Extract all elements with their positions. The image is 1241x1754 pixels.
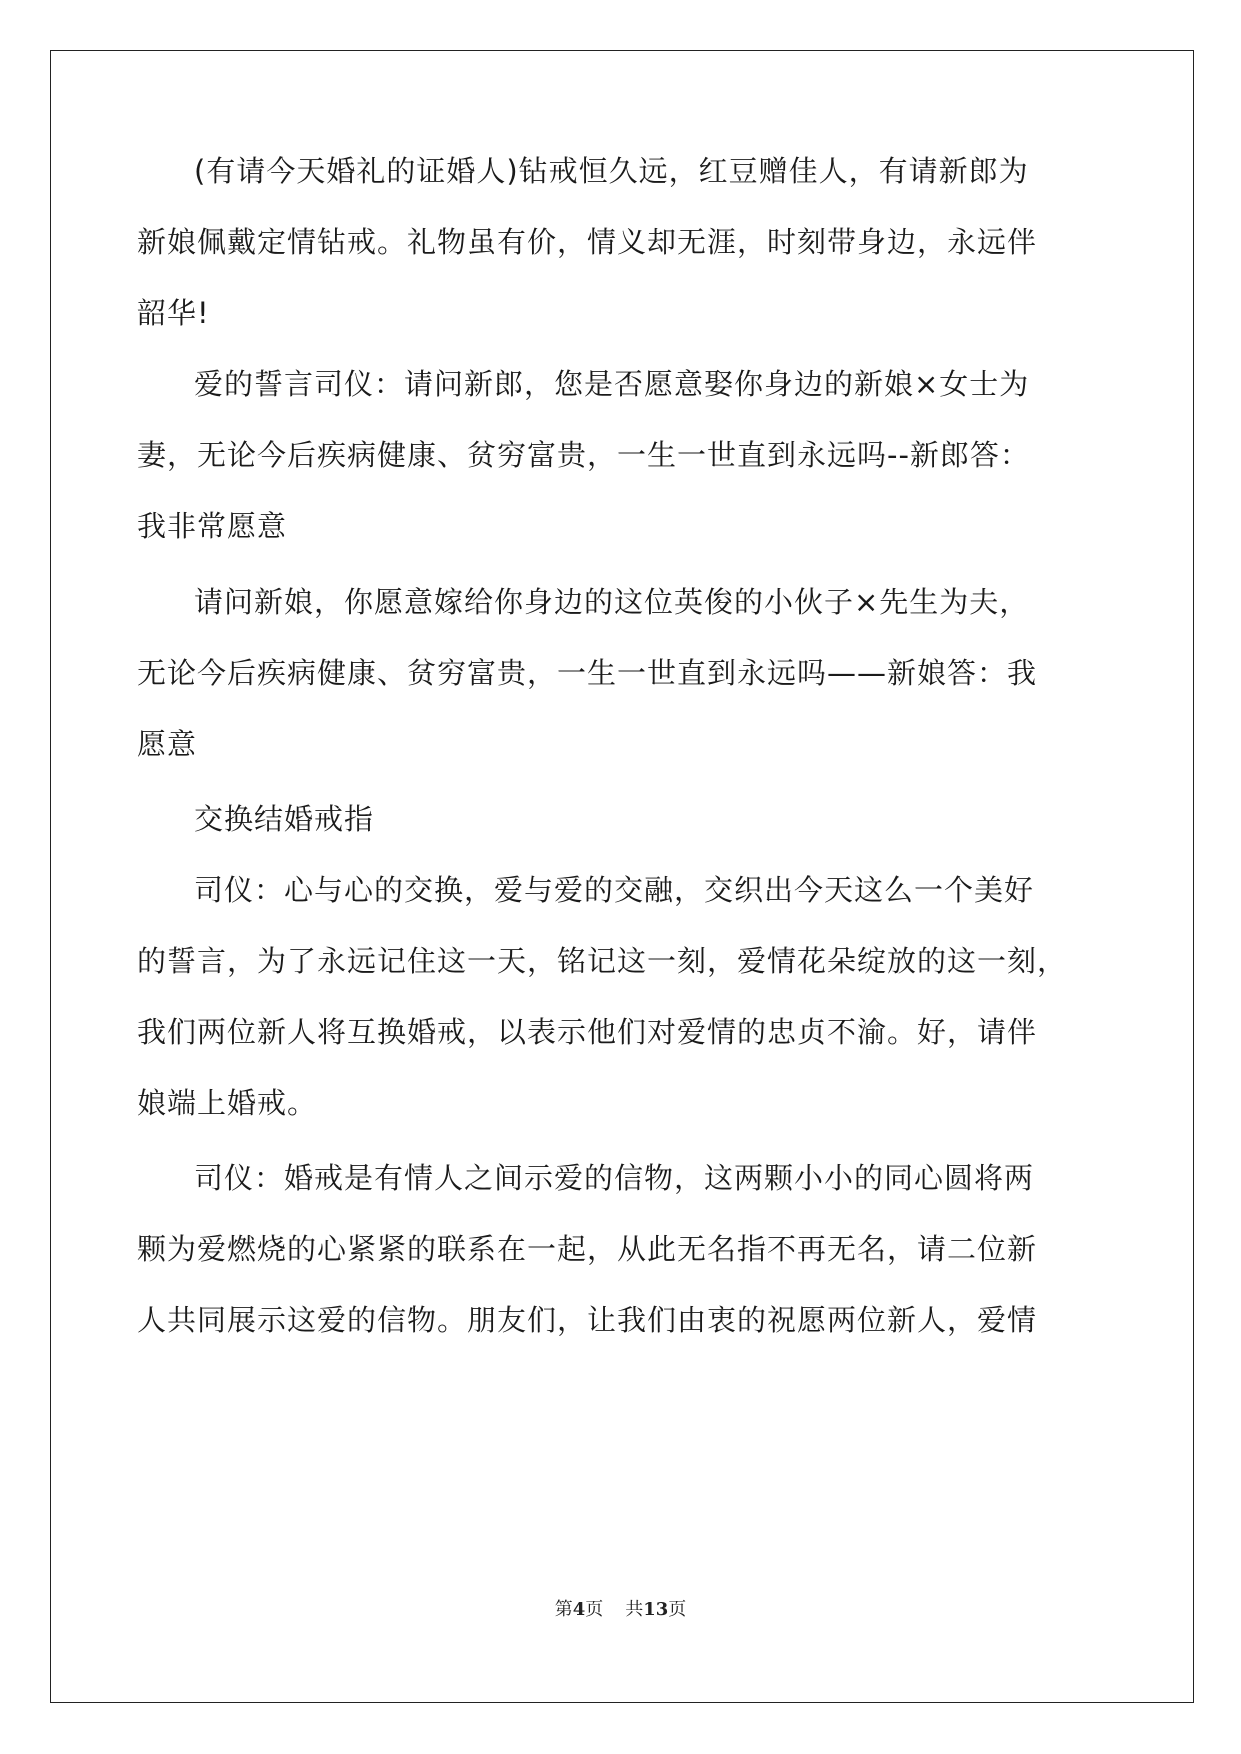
text-line: 韶华! (137, 296, 210, 330)
text-line: 的誓言，为了永远记住这一天，铭记这一刻，爱情花朵绽放的这一刻， (137, 944, 1068, 978)
total-pages: 13 (643, 1599, 669, 1620)
text-line: (有请今天婚礼的证婚人)钻戒恒久远，红豆赠佳人，有请新郎为 (194, 154, 1029, 188)
section-heading: 交换结婚戒指 (194, 802, 375, 836)
page-label-suffix: 页 (585, 1599, 604, 1620)
text-line: 我们两位新人将互换婚戒，以表示他们对爱情的忠贞不渝。好，请伴 (137, 1015, 1038, 1049)
text-line: 司仪：心与心的交换，爱与爱的交融，交织出今天这么一个美好 (194, 873, 1035, 907)
page-label-prefix: 第 (554, 1599, 573, 1620)
page-footer (0, 1598, 1241, 1622)
text-line: 愿意 (137, 727, 198, 761)
text-line: 颗为爱燃烧的心紧紧的联系在一起，从此无名指不再无名，请二位新 (137, 1232, 1038, 1266)
text-line: 新娘佩戴定情钻戒。礼物虽有价，情义却无涯，时刻带身边，永远伴 (137, 225, 1038, 259)
page-number: 4 (572, 1599, 586, 1620)
total-label-suffix: 页 (668, 1599, 687, 1620)
text-line: 妻，无论今后疾病健康、贫穷富贵，一生一世直到永远吗--新郎答： (137, 438, 1030, 472)
text-line: 无论今后疾病健康、贫穷富贵，一生一世直到永远吗——新娘答：我 (137, 656, 1038, 690)
text-line: 娘端上婚戒。 (137, 1086, 318, 1120)
text-line: 人共同展示这爱的信物。朋友们，让我们由衷的祝愿两位新人，爱情 (137, 1303, 1038, 1337)
total-label-prefix: 共 (625, 1599, 644, 1620)
text-line: 爱的誓言司仪：请问新郎，您是否愿意娶你身边的新娘×女士为 (194, 367, 1030, 401)
text-line: 司仪：婚戒是有情人之间示爱的信物，这两颗小小的同心圆将两 (194, 1161, 1035, 1195)
text-line: 我非常愿意 (137, 509, 288, 543)
text-line: 请问新娘，你愿意嫁给你身边的这位英俊的小伙子×先生为夫， (194, 585, 1030, 619)
